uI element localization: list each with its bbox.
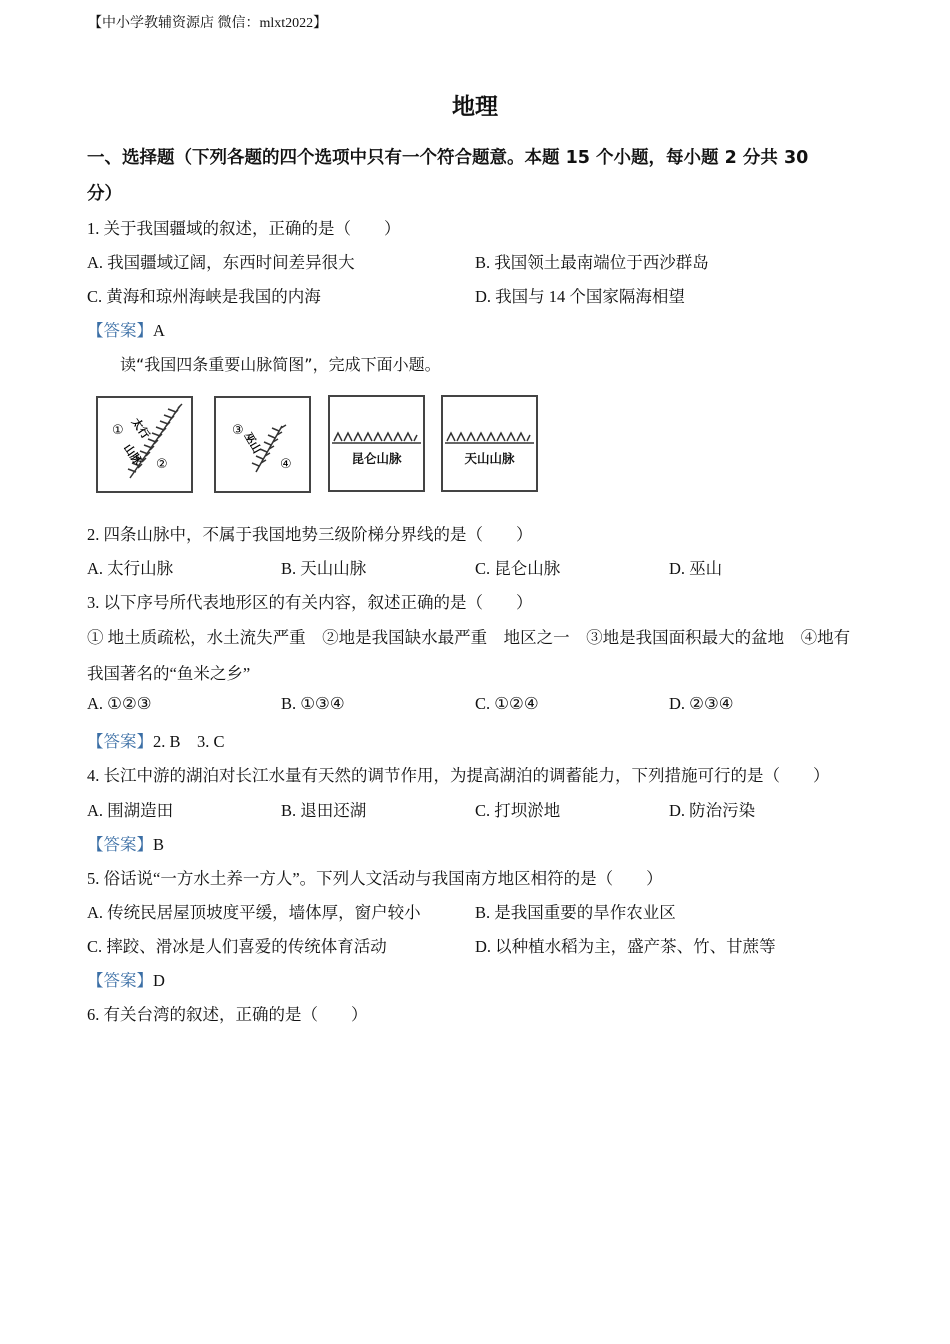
section-heading-line1: 一、选择题（下列各题的四个选项中只有一个符合题意。本题 15 个小题，每小题 2 分共 30 bbox=[87, 148, 809, 168]
q1-option-d: D. 我国与 14 个国家隔海相望 bbox=[475, 287, 685, 306]
q4-option-b: B. 退田还湖 bbox=[281, 801, 367, 820]
q6-stem: 6. 有关台湾的叙述，正确的是（ ） bbox=[87, 1005, 368, 1024]
q5-option-a: A. 传统民居屋顶坡度平缓，墙体厚，窗户较小 bbox=[87, 903, 421, 922]
figure-intro: 读“我国四条重要山脉简图”，完成下面小题。 bbox=[120, 355, 441, 374]
q4-option-a: A. 围湖造田 bbox=[87, 801, 174, 820]
answer-tag: 【答案】 bbox=[87, 835, 153, 854]
q2-option-c: C. 昆仑山脉 bbox=[475, 559, 561, 578]
q3-desc-line1: ① 地土质疏松，水土流失严重 ②地是我国缺水最严重 地区之一 ③地是我国面积最大的盆地 ④地有 bbox=[87, 628, 851, 647]
q2-stem: 2. 四条山脉中，不属于我国地势三级阶梯分界线的是（ ） bbox=[87, 525, 533, 544]
q2-option-b: B. 天山山脉 bbox=[281, 559, 367, 578]
q1-option-a: A. 我国疆域辽阔，东西时间差异很大 bbox=[87, 253, 355, 272]
box1-label-shanmai: 山脉 bbox=[120, 441, 145, 468]
q3-option-c: C. ①②④ bbox=[475, 694, 539, 713]
wushan-sketch bbox=[216, 398, 309, 491]
box2-label-wushan: 巫山 bbox=[241, 430, 264, 456]
q5-stem: 5. 俗话说“一方水土养一方人”。下列人文活动与我国南方地区相符的是（ ） bbox=[87, 869, 663, 888]
q5-option-d: D. 以种植水稻为主，盛产茶、竹、甘蔗等 bbox=[475, 937, 776, 956]
q4-answer bbox=[87, 831, 164, 855]
box1-label-2: ② bbox=[156, 457, 168, 472]
figure-box-wushan bbox=[214, 396, 311, 493]
q3-option-b: B. ①③④ bbox=[281, 694, 345, 713]
watermark-text: 【中小学教辅资源店 微信：mlxt2022】 bbox=[88, 16, 328, 31]
answer-value: B bbox=[153, 835, 165, 854]
q3-desc-line2: 我国著名的“鱼米之乡” bbox=[87, 664, 251, 683]
figure-box-kunlun bbox=[328, 395, 425, 492]
q3-option-a: A. ①②③ bbox=[87, 694, 152, 713]
q4-stem: 4. 长江中游的湖泊对长江水量有天然的调节作用，为提高湖泊的调蓄能力，下列措施可行的是（ ） bbox=[87, 766, 830, 785]
q3-option-d: D. ②③④ bbox=[669, 694, 734, 713]
answer-tag: 【答案】 bbox=[87, 321, 153, 340]
q5-option-c: C. 摔跤、滑冰是人们喜爱的传统体育活动 bbox=[87, 937, 387, 956]
q1-option-b: B. 我国领土最南端位于西沙群岛 bbox=[475, 253, 709, 272]
tianshan-label: 天山山脉 bbox=[464, 451, 515, 466]
answer-value: D bbox=[153, 971, 165, 990]
box2-label-3: ③ bbox=[232, 423, 244, 438]
tianshan-sketch bbox=[443, 397, 536, 490]
answer-value: 2. B 3. C bbox=[153, 732, 225, 751]
q5-answer bbox=[87, 967, 165, 991]
answer-tag: 【答案】 bbox=[87, 732, 153, 751]
answer-tag: 【答案】 bbox=[87, 971, 153, 990]
kunlun-sketch bbox=[330, 397, 423, 490]
taihang-sketch bbox=[98, 398, 191, 491]
section-heading-line2: 分） bbox=[87, 184, 122, 204]
figure-box-taihang bbox=[96, 396, 193, 493]
q1-answer bbox=[87, 317, 165, 341]
q1-stem: 1. 关于我国疆域的叙述，正确的是（ ） bbox=[87, 219, 401, 238]
q2-option-a: A. 太行山脉 bbox=[87, 559, 174, 578]
box2-label-4: ④ bbox=[280, 457, 292, 472]
kunlun-label: 昆仑山脉 bbox=[351, 451, 402, 466]
page-title: 地理 bbox=[452, 94, 498, 120]
q1-option-c: C. 黄海和琼州海峡是我国的内海 bbox=[87, 287, 321, 306]
q2-option-d: D. 巫山 bbox=[669, 559, 723, 578]
q4-option-c: C. 打坝淤地 bbox=[475, 801, 561, 820]
box1-label-taihang: 太行 bbox=[128, 415, 153, 442]
q2-q3-answer bbox=[87, 728, 225, 752]
q5-option-b: B. 是我国重要的旱作农业区 bbox=[475, 903, 676, 922]
q4-option-d: D. 防治污染 bbox=[669, 801, 756, 820]
figure-box-tianshan bbox=[441, 395, 538, 492]
answer-value: A bbox=[153, 321, 165, 340]
q3-stem: 3. 以下序号所代表地形区的有关内容，叙述正确的是（ ） bbox=[87, 593, 533, 612]
box1-label-1: ① bbox=[112, 423, 124, 438]
